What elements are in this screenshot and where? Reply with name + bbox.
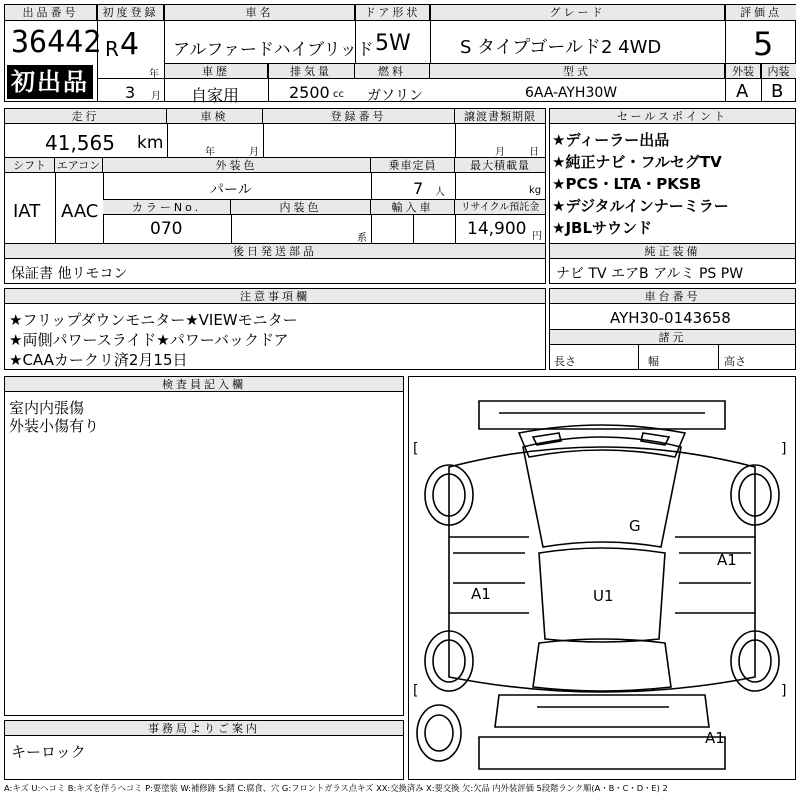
aircon-label: エアコン [55, 158, 103, 173]
grade-label: グレード [431, 5, 725, 21]
bracket-rear-left-open: [ [413, 683, 419, 699]
load-unit: kg [529, 185, 542, 196]
reg-month-unit: 月 [151, 91, 161, 102]
bracket-front-left-open: [ [413, 441, 419, 457]
length-label: 長さ [554, 355, 576, 368]
car-name: アルファードハイブリッド [173, 40, 374, 60]
notes-line: ★CAAカークリ済2月15日 [9, 351, 188, 369]
mileage: 41,565 [45, 131, 115, 155]
sales-point: ★純正ナビ・フルセグTV [552, 153, 722, 171]
reg-year-unit: 年 [149, 69, 159, 80]
office-label: 事務局よりご案内 [5, 721, 403, 736]
mileage-label: 走行 [5, 109, 167, 124]
displacement: 2500 [289, 83, 330, 102]
damage-mark: A1 [705, 729, 725, 747]
inspection-label: 車検 [167, 109, 263, 124]
car-history: 自家用 [191, 86, 240, 105]
notes-line: ★両側パワースライド★パワーバックドア [9, 331, 289, 349]
ext-label: 外装 [726, 64, 761, 79]
history-label: 車歴 [165, 64, 268, 79]
inspector-line: 外装小傷有り [9, 417, 100, 435]
mileage-unit: km [137, 133, 164, 153]
sales-points-block [549, 108, 796, 284]
inspection-month-unit: 月 [249, 147, 259, 158]
fuel-label: 燃料 [355, 64, 430, 79]
shift: IAT [13, 201, 41, 222]
notes-label: 注意事項欄 [5, 289, 545, 304]
reg-month: 3 [125, 83, 136, 102]
damage-diagram [408, 376, 796, 780]
office-note: キーロック [11, 743, 86, 761]
score-label: 評価点 [726, 5, 796, 21]
recycle-unit: 円 [532, 231, 542, 242]
transfer-label: 譲渡書類期限 [455, 109, 545, 124]
int-label: 内装 [761, 64, 796, 79]
capacity-unit: 人 [435, 187, 445, 198]
displacement-label: 排気量 [268, 64, 355, 79]
sales-point: ★ディーラー出品 [552, 131, 670, 149]
spec-block [4, 108, 546, 284]
score: 5 [753, 25, 774, 63]
office-block [4, 720, 404, 780]
chassis-block [549, 288, 796, 370]
lot-label: 出品番号 [5, 5, 97, 21]
sales-point: ★PCS・LTA・PKSB [552, 175, 702, 193]
chassis-label: 車台番号 [550, 289, 795, 304]
bracket-front-right-close: ] [781, 441, 787, 457]
chassis-number: AYH30-0143658 [610, 309, 731, 327]
int-color-unit: 系 [357, 233, 367, 244]
sales-point: ★デジタルインナーミラー [552, 197, 729, 215]
height-label: 高さ [724, 355, 746, 368]
notes-block [4, 288, 546, 370]
later-parts: 保証書 他リモコン [11, 266, 128, 282]
grade: S タイプゴールド2 4WD [460, 37, 662, 58]
recycle-label: リサイクル預託金 [455, 200, 545, 215]
damage-mark: A1 [471, 585, 491, 603]
transfer-month-unit: 月 [495, 147, 505, 158]
car-outline-diagram [409, 377, 795, 779]
displacement-unit: cc [333, 89, 344, 100]
model: 6AA-AYH30W [525, 85, 618, 101]
ext-color: パール [210, 182, 252, 198]
equipment-value: ナビ TV エアB アルミ PS PW [556, 266, 744, 282]
aircon: AAC [61, 201, 99, 222]
header-block [4, 4, 796, 105]
shift-label: シフト [5, 158, 55, 173]
int-color-label: 内装色 [231, 200, 371, 215]
door-type: 5W [375, 31, 411, 56]
import-label: 輸入車 [371, 200, 455, 215]
reg-number-label: 登録番号 [263, 109, 455, 124]
fuel: ガソリン [367, 88, 423, 104]
inspector-line: 室内内張傷 [9, 399, 85, 417]
capacity-label: 乗車定員 [371, 158, 455, 173]
era: R [105, 37, 119, 61]
color-no: 070 [150, 219, 183, 239]
ext-grade: A [736, 81, 749, 102]
damage-mark: U1 [593, 587, 614, 605]
first-listing-badge: 初出品 [7, 65, 93, 99]
model-label: 型式 [430, 64, 725, 79]
damage-mark: G [629, 517, 641, 535]
transfer-day-unit: 日 [529, 147, 539, 158]
legend: A:キズ U:ヘコミ B:キズを伴うヘコミ P:要塗装 W:補修跡 S:錆 C:腐食、穴 G:フロントガラス点キズ XX:交換済み X:要交換 欠:欠品 内外装評価 5段階ランク順(A・B・C・D・E) 2 [4, 783, 668, 793]
color-no-label: カラーNo. [103, 200, 231, 215]
first-reg-label: 初度登録 [98, 5, 164, 21]
car-name-label: 車名 [165, 5, 355, 21]
ext-color-label: 外装色 [103, 158, 371, 173]
lot-number: 36442 [11, 25, 102, 60]
recycle-amount: 14,900 [467, 219, 527, 239]
sales-point: ★JBLサウンド [552, 219, 653, 237]
capacity: 7 [413, 179, 424, 198]
dims-label: 諸元 [550, 330, 795, 345]
reg-year: 4 [120, 27, 140, 62]
later-parts-label: 後日発送部品 [5, 244, 545, 259]
width-label: 幅 [648, 355, 659, 368]
notes-line: ★フリップダウンモニター★VIEWモニター [9, 311, 298, 329]
sales-label: セールスポイント [550, 109, 795, 124]
damage-mark: A1 [717, 551, 737, 569]
inspector-label: 検査員記入欄 [5, 377, 403, 392]
load-label: 最大積載量 [455, 158, 545, 173]
inspection-year-unit: 年 [205, 147, 215, 158]
bracket-rear-right-close: ] [781, 683, 787, 699]
inspector-block [4, 376, 404, 716]
door-label: ドア形状 [356, 5, 430, 21]
int-grade: B [771, 81, 784, 102]
equipment-label: 純正装備 [550, 244, 795, 259]
